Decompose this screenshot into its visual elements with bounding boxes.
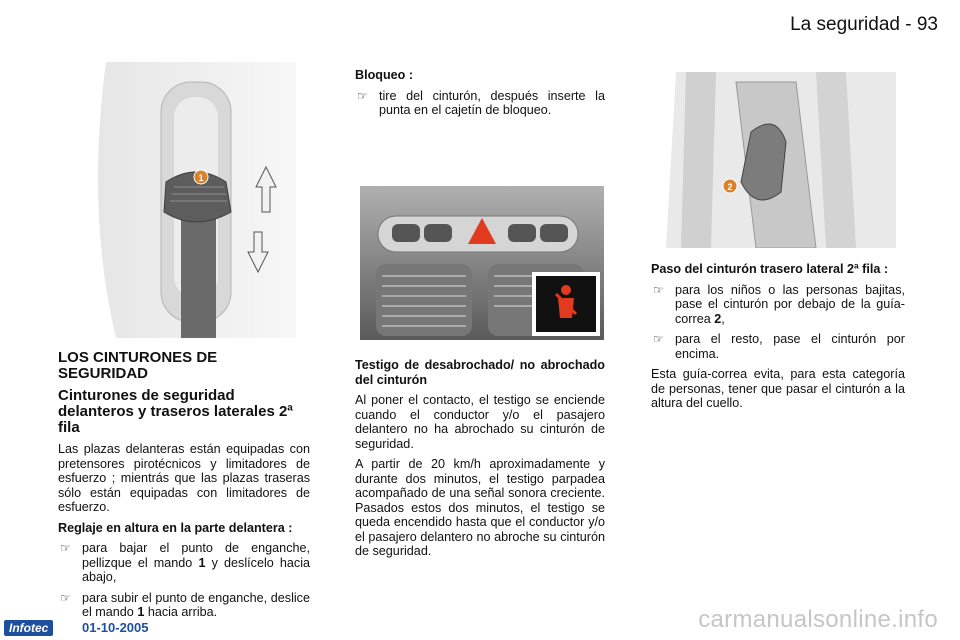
footer-date: 01-10-2005: [82, 620, 149, 635]
list-item: ☞ para el resto, pase el cinturón por encima.: [653, 332, 905, 361]
section-subtitle: Cinturones de seguridad delanteros y traseros laterales 2ª fila: [58, 387, 293, 436]
dashboard-warning-image: [360, 186, 604, 340]
belt-height-adjuster-image: [66, 62, 312, 338]
adjust-heading: Reglaje en altura en la parte delantera :: [58, 520, 293, 535]
section-title: LOS CINTURONES DE SEGURIDAD: [58, 349, 218, 382]
lock-heading: Bloqueo :: [355, 68, 414, 82]
column-3: [651, 262, 905, 417]
watermark: carmanualsonline.info: [698, 606, 938, 633]
list-item: ☞ para los niños o las personas bajitas, pase el cinturón por debajo de la guía-correa 2,: [653, 282, 905, 326]
warning-paragraph-2: A partir de 20 km/h aproximadamente y durante dos minutos, el testigo parpadea acompañado de una señal sonora creciente. Pasados estos dos minutos, el testigo se queda encendido hasta que el conductor y/o el pasajero delantero no abroche su cinturón de seguridad.: [355, 457, 605, 558]
pointing-hand-icon: ☞: [60, 541, 71, 555]
warning-heading: Testigo de desabrochado/ no abrochado del cinturón: [355, 358, 605, 387]
pointing-hand-icon: ☞: [653, 282, 664, 297]
pointing-hand-icon: ☞: [60, 590, 71, 605]
infotec-logo: Infotec: [4, 620, 53, 636]
pointing-hand-icon: ☞: [653, 332, 664, 346]
rear-belt-guide-image: [656, 72, 902, 248]
list-item: ☞ tire del cinturón, después inserte la punta en el cajetín de bloqueo.: [357, 88, 605, 117]
pointing-hand-icon: ☞: [357, 88, 368, 103]
list-item: ☞ para subir el punto de enganche, deslice el mando 1 hacia arriba.: [60, 590, 310, 619]
list-item: ☞ para bajar el punto de enganche, pellizque el mando 1 y deslícelo hacia abajo,: [60, 541, 310, 584]
column-2-bottom: [355, 358, 605, 565]
intro-paragraph: Las plazas delanteras están equipadas con pretensores pirotécnicos y limitadores de esfuerzo ; mientrás que las plazas traseras sólo están equipadas con limitadores de esfuerzo.: [58, 442, 310, 514]
callout-2-label: 2: [727, 182, 733, 192]
warning-paragraph-1: Al poner el contacto, el testigo se enciende cuando el conductor y/o el pasajero delantero no ha abrochado su cinturón de seguridad.: [355, 393, 605, 451]
column-2-top: [355, 68, 605, 124]
rear-belt-paragraph: Esta guía-correa evita, para esta categoría de personas, tener que pasar el cinturón a la altura del cuello.: [651, 367, 905, 410]
rear-belt-heading: Paso del cinturón trasero lateral 2ª fila :: [651, 262, 889, 276]
column-1: [58, 350, 310, 626]
page-title: La seguridad - 93: [790, 14, 938, 35]
callout-1-label: 1: [198, 173, 204, 183]
